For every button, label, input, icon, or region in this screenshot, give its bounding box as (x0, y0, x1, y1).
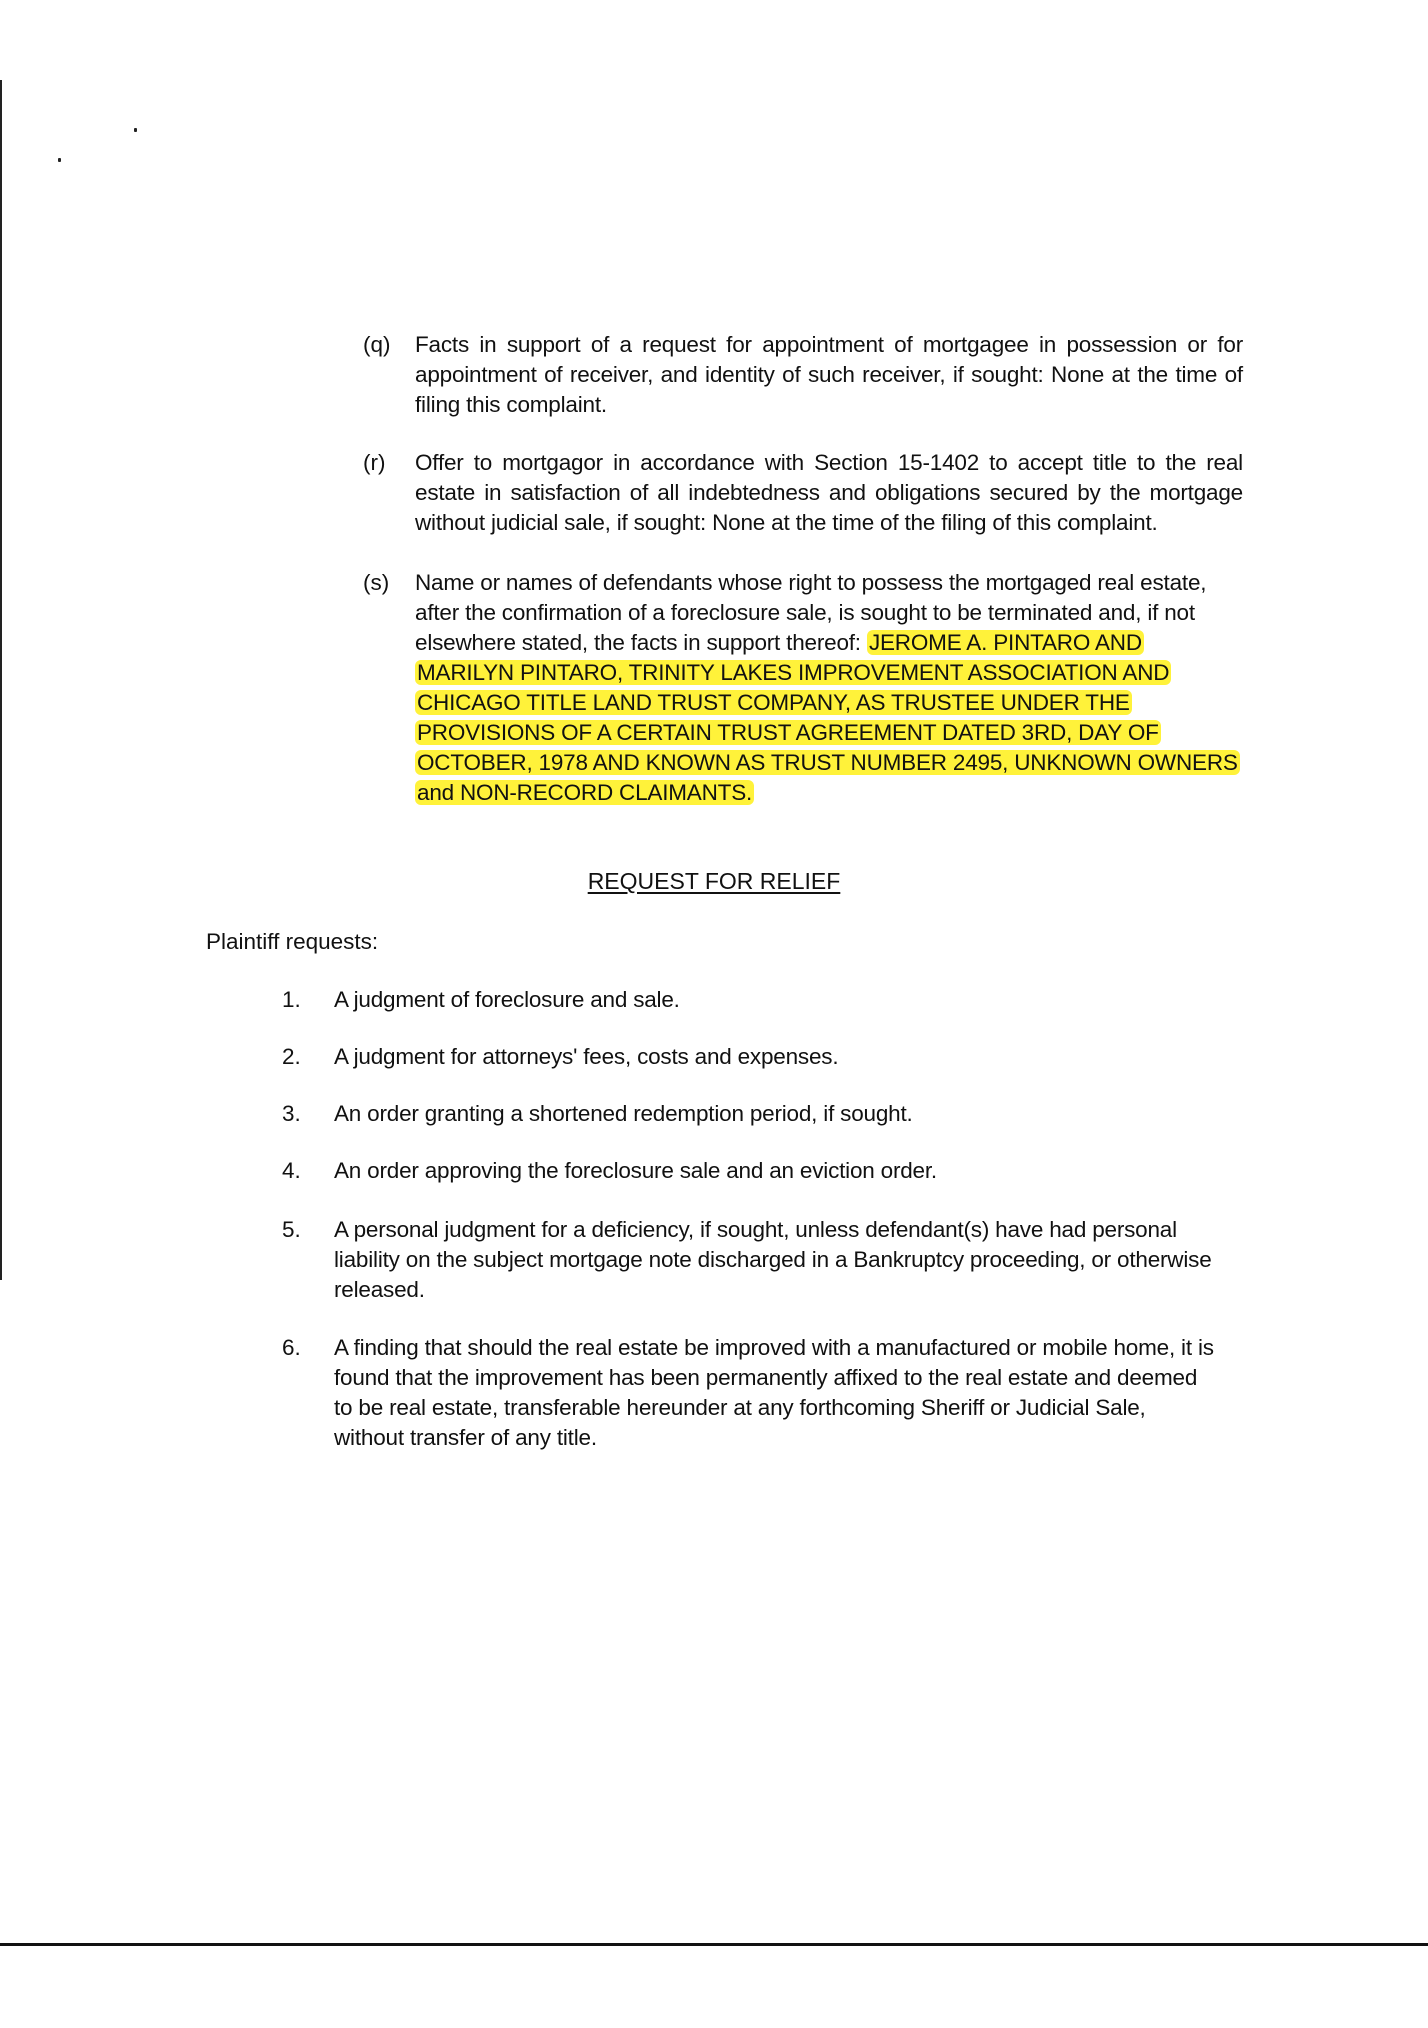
request-number: 1. (282, 987, 301, 1012)
request-text: A judgment of foreclosure and sale. (334, 987, 680, 1012)
item-marker-r: (r) (363, 450, 386, 475)
request-number: 2. (282, 1044, 301, 1069)
item-text-s (415, 568, 1243, 808)
request-text: An order granting a shortened redemption period, if sought. (334, 1101, 913, 1126)
request-number: 4. (282, 1158, 301, 1183)
scan-edge-left (0, 80, 2, 1280)
item-marker-q: (q) (363, 332, 391, 357)
item-marker-s: (s) (363, 570, 390, 595)
request-text: A finding that should the real estate be improved with a manufactured or mobile home, it is found that the improvement has been permanently affixed to the real estate and deemed to be real estate, transferable hereunder at any forthcoming Sheriff or Judicial Sale, without transfer of any title. (334, 1335, 1214, 1450)
request-number: 5. (282, 1217, 301, 1242)
scan-speck (58, 158, 61, 162)
item-text-q: Facts in support of a request for appointment of mortgagee in possession or for appointment of receiver, and identity of such receiver, if sought: None at the time of filing this complaint. (415, 332, 1243, 417)
request-text: An order approving the foreclosure sale and an eviction order. (334, 1158, 937, 1183)
request-text: A judgment for attorneys' fees, costs and expenses. (334, 1044, 839, 1069)
scan-speck (134, 128, 137, 132)
request-text: A personal judgment for a deficiency, if sought, unless defendant(s) have had personal liability on the subject mortgage note discharged in a Bankruptcy proceeding, or otherwise released. (334, 1217, 1212, 1302)
request-number: 3. (282, 1101, 301, 1126)
section-heading: REQUEST FOR RELIEF (587, 868, 841, 894)
item-text-s-lead: Name or names of defendants whose right to possess the mortgaged real estate, after the confirmation of a foreclosure sale, is sought to be terminated and, if not elsewhere stated, the facts in support thereof: (415, 570, 1207, 655)
scan-edge-bottom (0, 1943, 1428, 1946)
item-text-r: Offer to mortgagor in accordance with Section 15-1402 to accept title to the real estate in satisfaction of all indebtedness and obligations secured by the mortgage without judicial sale, if sought: None at the time of the filing of this complaint. (415, 450, 1243, 535)
request-number: 6. (282, 1335, 301, 1360)
highlighted-defendants: JEROME A. PINTARO AND MARILYN PINTARO, TRINITY LAKES IMPROVEMENT ASSOCIATION AND CHICAGO TITLE LAND TRUST COMPANY, AS TRUSTEE UNDER THE PROVISIONS OF A CERTAIN TRUST AGREEMENT DATED 3RD, DAY OF OCTOBER, 1978 AND KNOWN AS TRUST NUMBER 2495, UNKNOWN OWNERS and NON-RECORD CLAIMANTS. (417, 630, 1238, 805)
plaintiff-requests-label: Plaintiff requests: (206, 929, 379, 954)
